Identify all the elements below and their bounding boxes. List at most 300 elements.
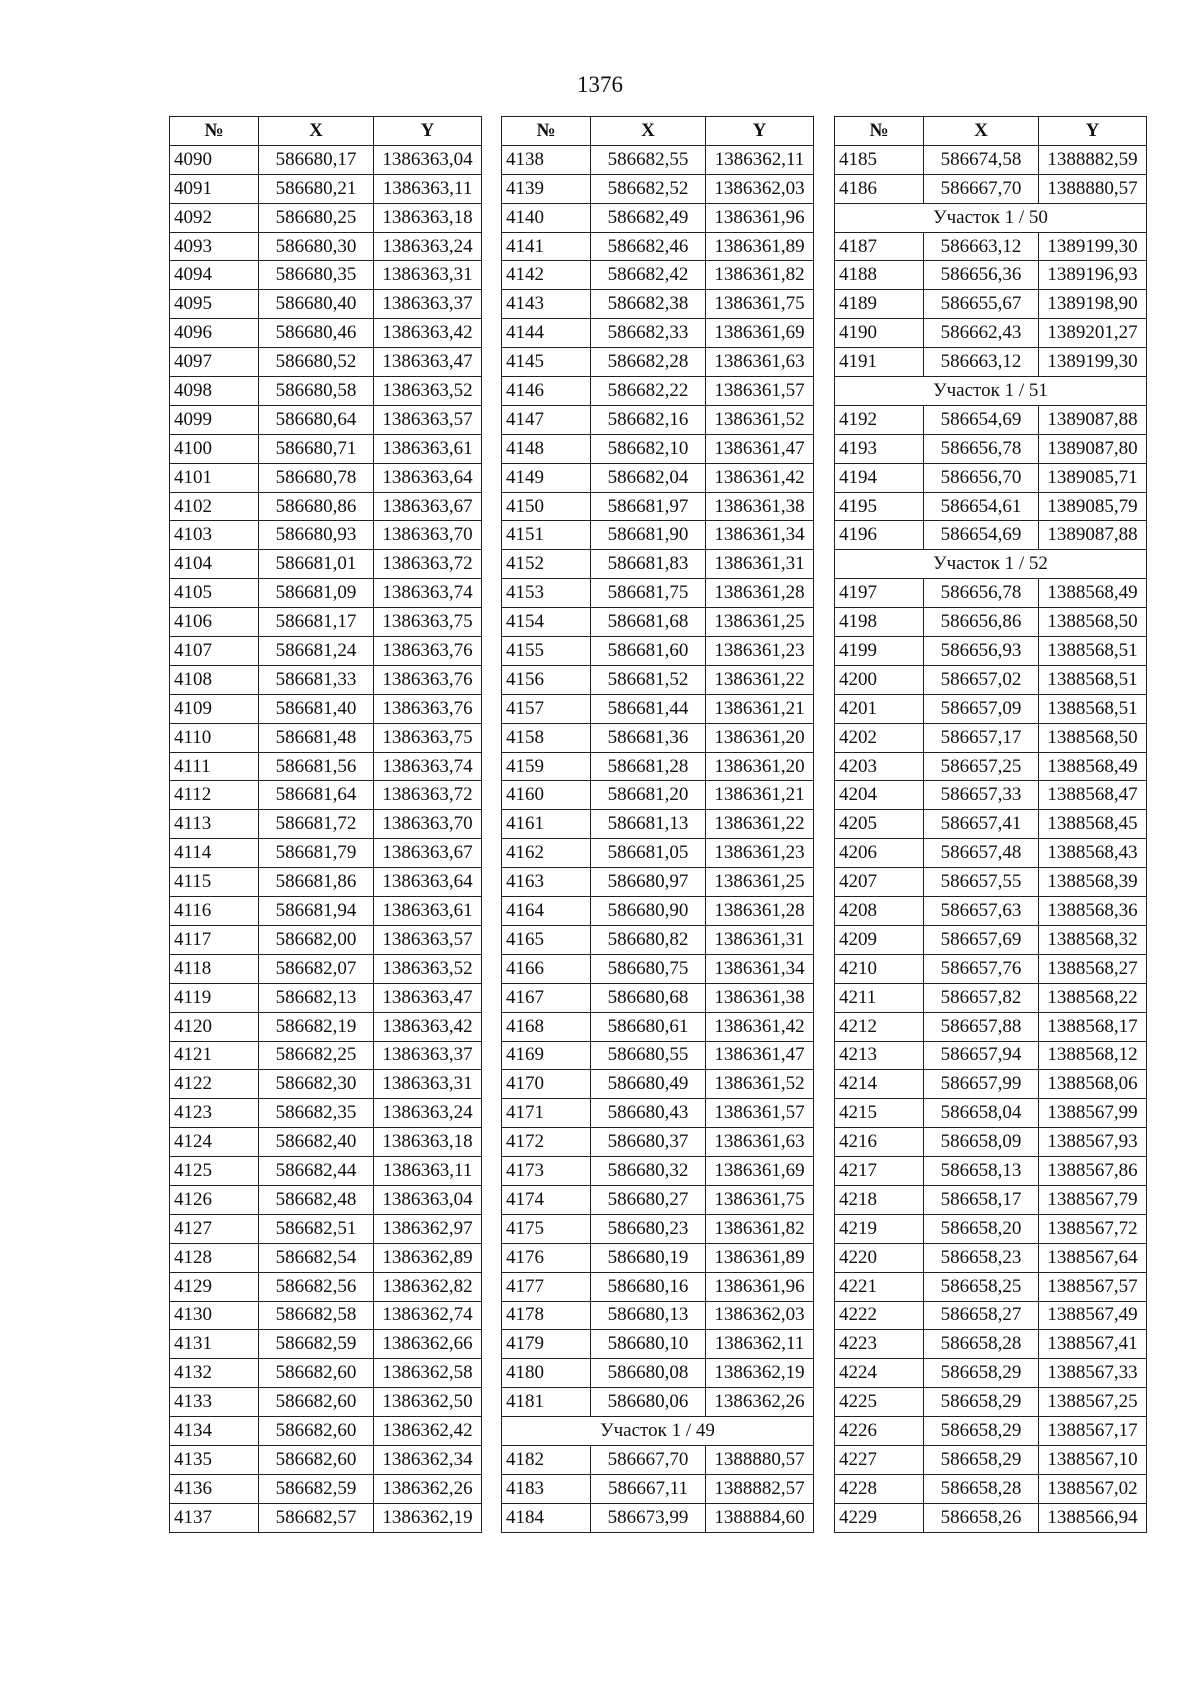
point-number-cell: 4229 (835, 1503, 924, 1532)
y-coordinate-cell: 1388568,45 (1039, 810, 1147, 839)
y-coordinate-cell: 1386361,69 (706, 319, 814, 348)
table-row (502, 1041, 814, 1070)
point-number-cell: 4104 (170, 550, 259, 579)
table-row (835, 1157, 1147, 1186)
y-coordinate-cell: 1386361,69 (706, 1157, 814, 1186)
table-row (835, 1070, 1147, 1099)
point-number-cell: 4108 (170, 665, 259, 694)
point-number-cell: 4139 (502, 174, 591, 203)
point-number-cell: 4114 (170, 839, 259, 868)
x-coordinate-cell: 586663,12 (924, 232, 1039, 261)
table-row (835, 1359, 1147, 1388)
section-row (835, 203, 1147, 232)
y-coordinate-cell: 1386361,20 (706, 752, 814, 781)
table-row (835, 174, 1147, 203)
point-number-cell: 4144 (502, 319, 591, 348)
table-row (170, 290, 482, 319)
point-number-cell: 4224 (835, 1359, 924, 1388)
point-number-cell: 4194 (835, 463, 924, 492)
table-row (502, 319, 814, 348)
y-coordinate-cell: 1386363,24 (374, 232, 482, 261)
table-row (502, 579, 814, 608)
x-coordinate-cell: 586680,78 (259, 463, 374, 492)
point-number-cell: 4186 (835, 174, 924, 203)
y-coordinate-cell: 1386361,57 (706, 377, 814, 406)
point-number-cell: 4122 (170, 1070, 259, 1099)
x-coordinate-cell: 586680,71 (259, 434, 374, 463)
table-row (502, 203, 814, 232)
point-number-cell: 4178 (502, 1301, 591, 1330)
point-number-cell: 4185 (835, 145, 924, 174)
point-number-cell: 4101 (170, 463, 259, 492)
point-number-cell: 4210 (835, 954, 924, 983)
table-row (835, 348, 1147, 377)
y-coordinate-cell: 1386363,52 (374, 954, 482, 983)
point-number-cell: 4112 (170, 781, 259, 810)
y-coordinate-cell: 1386363,64 (374, 463, 482, 492)
y-coordinate-cell: 1386363,74 (374, 579, 482, 608)
x-coordinate-cell: 586658,29 (924, 1388, 1039, 1417)
y-coordinate-cell: 1386363,52 (374, 377, 482, 406)
x-coordinate-cell: 586657,33 (924, 781, 1039, 810)
point-number-cell: 4165 (502, 925, 591, 954)
y-coordinate-cell: 1386363,31 (374, 1070, 482, 1099)
point-number-cell: 4204 (835, 781, 924, 810)
table-row (502, 925, 814, 954)
table-row (170, 463, 482, 492)
table-header-row (835, 117, 1147, 146)
point-number-cell: 4091 (170, 174, 259, 203)
x-coordinate-cell: 586680,37 (591, 1128, 706, 1157)
y-coordinate-cell: 1388567,64 (1039, 1243, 1147, 1272)
x-coordinate-cell: 586667,70 (591, 1445, 706, 1474)
coordinates-table-1 (169, 116, 482, 1533)
table-row (502, 954, 814, 983)
table-row (170, 694, 482, 723)
y-coordinate-cell: 1386361,82 (706, 261, 814, 290)
table-row (835, 694, 1147, 723)
table-row (835, 1330, 1147, 1359)
table-row (170, 1359, 482, 1388)
table-row (170, 665, 482, 694)
x-coordinate-cell: 586682,52 (591, 174, 706, 203)
y-coordinate-cell: 1386361,23 (706, 839, 814, 868)
x-coordinate-cell: 586657,63 (924, 897, 1039, 926)
point-number-cell: 4118 (170, 954, 259, 983)
table-row (835, 1041, 1147, 1070)
y-coordinate-cell: 1386362,50 (374, 1388, 482, 1417)
y-coordinate-cell: 1388882,59 (1039, 145, 1147, 174)
y-coordinate-cell: 1386363,18 (374, 1128, 482, 1157)
point-number-cell: 4217 (835, 1157, 924, 1186)
y-coordinate-cell: 1388567,93 (1039, 1128, 1147, 1157)
point-number-cell: 4197 (835, 579, 924, 608)
y-coordinate-cell: 1386361,31 (706, 925, 814, 954)
header-number: № (502, 117, 591, 146)
table-row (170, 1041, 482, 1070)
point-number-cell: 4092 (170, 203, 259, 232)
table-row (170, 1474, 482, 1503)
point-number-cell: 4096 (170, 319, 259, 348)
x-coordinate-cell: 586658,13 (924, 1157, 1039, 1186)
x-coordinate-cell: 586680,13 (591, 1301, 706, 1330)
y-coordinate-cell: 1386361,21 (706, 694, 814, 723)
table-row (835, 1128, 1147, 1157)
y-coordinate-cell: 1386361,31 (706, 550, 814, 579)
table-row (502, 405, 814, 434)
table-row (170, 319, 482, 348)
y-coordinate-cell: 1388568,06 (1039, 1070, 1147, 1099)
x-coordinate-cell: 586667,70 (924, 174, 1039, 203)
table-row (170, 810, 482, 839)
x-coordinate-cell: 586682,60 (259, 1359, 374, 1388)
section-row (835, 377, 1147, 406)
table-row (502, 1503, 814, 1532)
table-row (170, 1012, 482, 1041)
x-coordinate-cell: 586658,17 (924, 1185, 1039, 1214)
point-number-cell: 4227 (835, 1445, 924, 1474)
table-row (835, 1474, 1147, 1503)
point-number-cell: 4111 (170, 752, 259, 781)
table-row (502, 1301, 814, 1330)
y-coordinate-cell: 1386362,97 (374, 1214, 482, 1243)
table-row (170, 348, 482, 377)
table-row (170, 203, 482, 232)
y-coordinate-cell: 1386361,42 (706, 463, 814, 492)
y-coordinate-cell: 1386363,47 (374, 348, 482, 377)
point-number-cell: 4209 (835, 925, 924, 954)
table-row (835, 434, 1147, 463)
y-coordinate-cell: 1388568,17 (1039, 1012, 1147, 1041)
y-coordinate-cell: 1386363,57 (374, 405, 482, 434)
table-row (502, 810, 814, 839)
x-coordinate-cell: 586674,58 (924, 145, 1039, 174)
y-coordinate-cell: 1388880,57 (1039, 174, 1147, 203)
y-coordinate-cell: 1386362,11 (706, 145, 814, 174)
y-coordinate-cell: 1388567,99 (1039, 1099, 1147, 1128)
point-number-cell: 4181 (502, 1388, 591, 1417)
y-coordinate-cell: 1388568,49 (1039, 752, 1147, 781)
x-coordinate-cell: 586682,04 (591, 463, 706, 492)
point-number-cell: 4149 (502, 463, 591, 492)
x-coordinate-cell: 586682,44 (259, 1157, 374, 1186)
table-row (170, 1417, 482, 1446)
x-coordinate-cell: 586682,55 (591, 145, 706, 174)
y-coordinate-cell: 1388568,32 (1039, 925, 1147, 954)
x-coordinate-cell: 586680,93 (259, 521, 374, 550)
point-number-cell: 4226 (835, 1417, 924, 1446)
table-row (170, 174, 482, 203)
x-coordinate-cell: 586682,56 (259, 1272, 374, 1301)
x-coordinate-cell: 586654,69 (924, 405, 1039, 434)
y-coordinate-cell: 1386363,70 (374, 810, 482, 839)
point-number-cell: 4176 (502, 1243, 591, 1272)
table-row (502, 839, 814, 868)
table-row (502, 694, 814, 723)
x-coordinate-cell: 586680,35 (259, 261, 374, 290)
table-row (170, 579, 482, 608)
table-row (170, 232, 482, 261)
point-number-cell: 4182 (502, 1445, 591, 1474)
x-coordinate-cell: 586658,26 (924, 1503, 1039, 1532)
point-number-cell: 4174 (502, 1185, 591, 1214)
x-coordinate-cell: 586680,40 (259, 290, 374, 319)
y-coordinate-cell: 1386363,76 (374, 694, 482, 723)
x-coordinate-cell: 586658,25 (924, 1272, 1039, 1301)
y-coordinate-cell: 1386363,11 (374, 1157, 482, 1186)
y-coordinate-cell: 1386363,74 (374, 752, 482, 781)
x-coordinate-cell: 586681,09 (259, 579, 374, 608)
table-row (502, 1128, 814, 1157)
x-coordinate-cell: 586681,05 (591, 839, 706, 868)
x-coordinate-cell: 586681,60 (591, 637, 706, 666)
x-coordinate-cell: 586680,58 (259, 377, 374, 406)
y-coordinate-cell: 1386361,28 (706, 897, 814, 926)
y-coordinate-cell: 1386361,57 (706, 1099, 814, 1128)
y-coordinate-cell: 1386363,57 (374, 925, 482, 954)
x-coordinate-cell: 586658,28 (924, 1474, 1039, 1503)
point-number-cell: 4135 (170, 1445, 259, 1474)
point-number-cell: 4196 (835, 521, 924, 550)
y-coordinate-cell: 1388567,57 (1039, 1272, 1147, 1301)
y-coordinate-cell: 1386361,38 (706, 983, 814, 1012)
header-x: X (591, 117, 706, 146)
x-coordinate-cell: 586680,21 (259, 174, 374, 203)
table-row (835, 1301, 1147, 1330)
x-coordinate-cell: 586680,82 (591, 925, 706, 954)
x-coordinate-cell: 586682,35 (259, 1099, 374, 1128)
table-row (170, 1272, 482, 1301)
point-number-cell: 4147 (502, 405, 591, 434)
table-row (502, 463, 814, 492)
point-number-cell: 4218 (835, 1185, 924, 1214)
table-row (835, 319, 1147, 348)
y-coordinate-cell: 1388568,47 (1039, 781, 1147, 810)
point-number-cell: 4130 (170, 1301, 259, 1330)
section-row (502, 1417, 814, 1446)
y-coordinate-cell: 1388568,51 (1039, 694, 1147, 723)
x-coordinate-cell: 586680,49 (591, 1070, 706, 1099)
header-y: Y (374, 117, 482, 146)
point-number-cell: 4200 (835, 665, 924, 694)
x-coordinate-cell: 586681,36 (591, 723, 706, 752)
x-coordinate-cell: 586680,97 (591, 868, 706, 897)
y-coordinate-cell: 1386361,47 (706, 434, 814, 463)
table-row (835, 1388, 1147, 1417)
table-row (835, 810, 1147, 839)
point-number-cell: 4151 (502, 521, 591, 550)
y-coordinate-cell: 1386361,42 (706, 1012, 814, 1041)
table-row (170, 723, 482, 752)
y-coordinate-cell: 1386362,19 (706, 1359, 814, 1388)
y-coordinate-cell: 1388567,17 (1039, 1417, 1147, 1446)
y-coordinate-cell: 1386363,24 (374, 1099, 482, 1128)
point-number-cell: 4154 (502, 608, 591, 637)
table-row (502, 868, 814, 897)
x-coordinate-cell: 586656,78 (924, 434, 1039, 463)
y-coordinate-cell: 1386363,18 (374, 203, 482, 232)
point-number-cell: 4121 (170, 1041, 259, 1070)
y-coordinate-cell: 1386362,89 (374, 1243, 482, 1272)
point-number-cell: 4187 (835, 232, 924, 261)
x-coordinate-cell: 586657,02 (924, 665, 1039, 694)
point-number-cell: 4141 (502, 232, 591, 261)
header-x: X (924, 117, 1039, 146)
table-row (170, 1388, 482, 1417)
point-number-cell: 4132 (170, 1359, 259, 1388)
table-row (502, 1474, 814, 1503)
x-coordinate-cell: 586680,61 (591, 1012, 706, 1041)
x-coordinate-cell: 586682,49 (591, 203, 706, 232)
point-number-cell: 4191 (835, 348, 924, 377)
x-coordinate-cell: 586682,00 (259, 925, 374, 954)
x-coordinate-cell: 586680,17 (259, 145, 374, 174)
point-number-cell: 4127 (170, 1214, 259, 1243)
y-coordinate-cell: 1386361,22 (706, 810, 814, 839)
point-number-cell: 4102 (170, 492, 259, 521)
header-number: № (835, 117, 924, 146)
point-number-cell: 4134 (170, 1417, 259, 1446)
table-row (835, 521, 1147, 550)
y-coordinate-cell: 1388567,79 (1039, 1185, 1147, 1214)
y-coordinate-cell: 1386361,63 (706, 1128, 814, 1157)
point-number-cell: 4183 (502, 1474, 591, 1503)
y-coordinate-cell: 1386361,28 (706, 579, 814, 608)
point-number-cell: 4106 (170, 608, 259, 637)
point-number-cell: 4137 (170, 1503, 259, 1532)
point-number-cell: 4153 (502, 579, 591, 608)
y-coordinate-cell: 1388567,72 (1039, 1214, 1147, 1243)
page-number: 1376 (577, 72, 623, 97)
table-row (502, 1272, 814, 1301)
x-coordinate-cell: 586682,51 (259, 1214, 374, 1243)
y-coordinate-cell: 1386362,34 (374, 1445, 482, 1474)
table-row (170, 752, 482, 781)
y-coordinate-cell: 1386361,96 (706, 1272, 814, 1301)
table-row (170, 1185, 482, 1214)
table-row (835, 723, 1147, 752)
y-coordinate-cell: 1388567,41 (1039, 1330, 1147, 1359)
y-coordinate-cell: 1386361,21 (706, 781, 814, 810)
y-coordinate-cell: 1386363,47 (374, 983, 482, 1012)
table-row (502, 550, 814, 579)
y-coordinate-cell: 1388568,12 (1039, 1041, 1147, 1070)
y-coordinate-cell: 1386361,38 (706, 492, 814, 521)
y-coordinate-cell: 1389087,80 (1039, 434, 1147, 463)
table-row (170, 492, 482, 521)
y-coordinate-cell: 1386362,42 (374, 1417, 482, 1446)
y-coordinate-cell: 1386363,11 (374, 174, 482, 203)
table-row (170, 781, 482, 810)
point-number-cell: 4145 (502, 348, 591, 377)
point-number-cell: 4184 (502, 1503, 591, 1532)
coordinates-table-2 (501, 116, 814, 1533)
x-coordinate-cell: 586658,28 (924, 1330, 1039, 1359)
point-number-cell: 4162 (502, 839, 591, 868)
table-row (835, 290, 1147, 319)
table-row (502, 174, 814, 203)
table-row (502, 434, 814, 463)
x-coordinate-cell: 586681,52 (591, 665, 706, 694)
y-coordinate-cell: 1386363,04 (374, 145, 482, 174)
table-row (502, 1070, 814, 1099)
x-coordinate-cell: 586682,30 (259, 1070, 374, 1099)
point-number-cell: 4155 (502, 637, 591, 666)
x-coordinate-cell: 586658,29 (924, 1417, 1039, 1446)
x-coordinate-cell: 586680,43 (591, 1099, 706, 1128)
x-coordinate-cell: 586662,43 (924, 319, 1039, 348)
x-coordinate-cell: 586681,90 (591, 521, 706, 550)
point-number-cell: 4202 (835, 723, 924, 752)
table-row (170, 261, 482, 290)
x-coordinate-cell: 586682,07 (259, 954, 374, 983)
table-row (502, 723, 814, 752)
y-coordinate-cell: 1386362,74 (374, 1301, 482, 1330)
y-coordinate-cell: 1386363,76 (374, 665, 482, 694)
point-number-cell: 4167 (502, 983, 591, 1012)
y-coordinate-cell: 1386363,72 (374, 550, 482, 579)
point-number-cell: 4177 (502, 1272, 591, 1301)
y-coordinate-cell: 1388568,49 (1039, 579, 1147, 608)
y-coordinate-cell: 1386361,25 (706, 608, 814, 637)
table-row (170, 1157, 482, 1186)
y-coordinate-cell: 1386363,37 (374, 290, 482, 319)
x-coordinate-cell: 586682,42 (591, 261, 706, 290)
x-coordinate-cell: 586681,44 (591, 694, 706, 723)
x-coordinate-cell: 586681,40 (259, 694, 374, 723)
table-row (502, 1388, 814, 1417)
y-coordinate-cell: 1388568,50 (1039, 723, 1147, 752)
point-number-cell: 4129 (170, 1272, 259, 1301)
y-coordinate-cell: 1389196,93 (1039, 261, 1147, 290)
y-coordinate-cell: 1388568,39 (1039, 868, 1147, 897)
point-number-cell: 4172 (502, 1128, 591, 1157)
y-coordinate-cell: 1388880,57 (706, 1445, 814, 1474)
y-coordinate-cell: 1386362,19 (374, 1503, 482, 1532)
point-number-cell: 4097 (170, 348, 259, 377)
table-row (835, 1214, 1147, 1243)
y-coordinate-cell: 1389085,71 (1039, 463, 1147, 492)
point-number-cell: 4109 (170, 694, 259, 723)
section-title: Участок 1 / 51 (835, 377, 1147, 406)
point-number-cell: 4168 (502, 1012, 591, 1041)
point-number-cell: 4148 (502, 434, 591, 463)
table-row (835, 637, 1147, 666)
y-coordinate-cell: 1389198,90 (1039, 290, 1147, 319)
header-number: № (170, 117, 259, 146)
y-coordinate-cell: 1386363,04 (374, 1185, 482, 1214)
table-row (835, 492, 1147, 521)
y-coordinate-cell: 1386363,64 (374, 868, 482, 897)
point-number-cell: 4116 (170, 897, 259, 926)
x-coordinate-cell: 586682,59 (259, 1330, 374, 1359)
point-number-cell: 4214 (835, 1070, 924, 1099)
y-coordinate-cell: 1386363,42 (374, 1012, 482, 1041)
x-coordinate-cell: 586680,75 (591, 954, 706, 983)
x-coordinate-cell: 586681,94 (259, 897, 374, 926)
y-coordinate-cell: 1386362,11 (706, 1330, 814, 1359)
point-number-cell: 4189 (835, 290, 924, 319)
table-row (502, 1099, 814, 1128)
point-number-cell: 4103 (170, 521, 259, 550)
y-coordinate-cell: 1386362,03 (706, 1301, 814, 1330)
x-coordinate-cell: 586658,04 (924, 1099, 1039, 1128)
point-number-cell: 4133 (170, 1388, 259, 1417)
y-coordinate-cell: 1388568,51 (1039, 637, 1147, 666)
x-coordinate-cell: 586681,83 (591, 550, 706, 579)
x-coordinate-cell: 586680,86 (259, 492, 374, 521)
point-number-cell: 4125 (170, 1157, 259, 1186)
